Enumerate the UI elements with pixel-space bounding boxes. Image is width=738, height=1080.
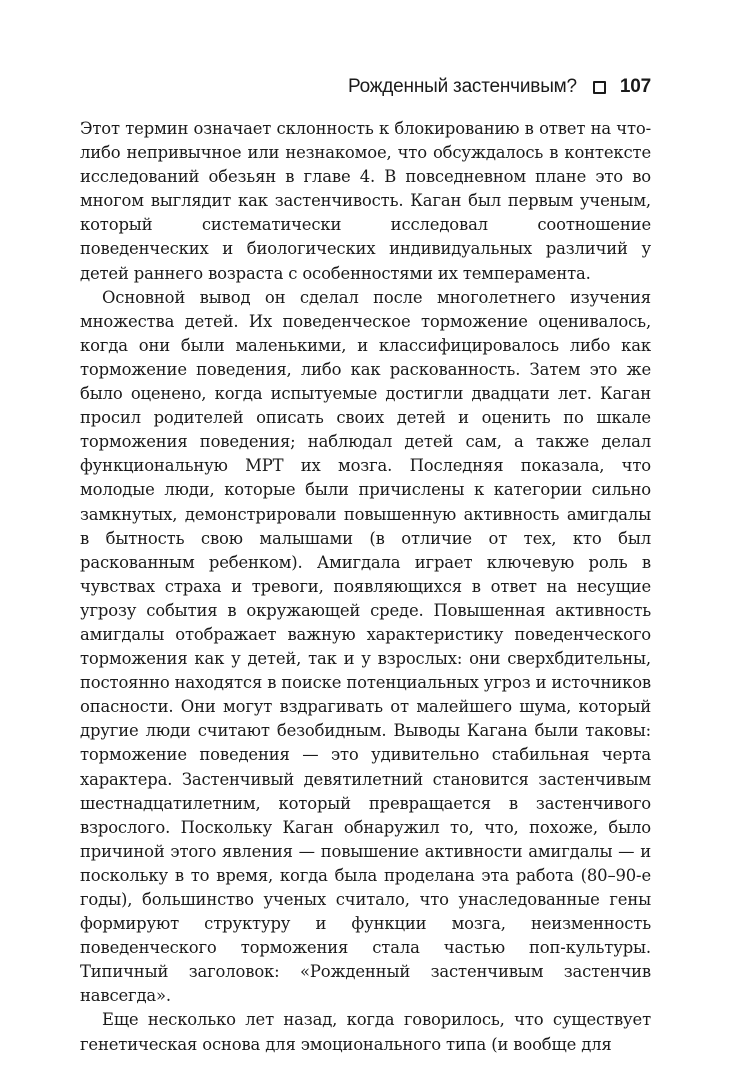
paragraph-3: Еще несколько лет назад, когда говорилось, что существует генетическая основа для эмоционального типа (и вообще для [80, 1010, 651, 1054]
running-title: Рожденный застенчивым? [347, 76, 577, 97]
body-text [80, 117, 651, 1057]
square-icon [593, 81, 606, 94]
paragraph-1: Этот термин означает склонность к блокированию в ответ на что-либо непривычное или незнакомое, что обсуждалось в контексте исследований обезьян в главе 4. В повседневном плане это во многом выглядит как застенчивость. Каган был первым ученым, который систематически исследовал соотношение поведенческих и биологических индивидуальных различий у детей раннего возраста с особенностями их темперамента. [80, 119, 651, 283]
running-header [80, 76, 651, 98]
page-number: 107 [619, 76, 651, 97]
paragraph-2: Основной вывод он сделал после многолетнего изучения множества детей. Их поведенческое торможение оценивалось, когда они были маленькими, и классифицировалось либо как торможение поведения, либо как раскованность. Затем это же было оценено, когда испытуемые достигли двадцати лет. Каган просил родителей описать своих детей и оценить по шкале торможения поведения; наблюдал детей сам, а также делал функциональную МРТ их мозга. Последняя показала, что молодые люди, которые были причислены к категории сильно замкнутых, демонстрировали повышенную активность амигдалы в бытность свою малышами (в отличие от тех, кто был раскованным ребенком). Амигдала играет ключевую роль в чувствах страха и тревоги, появляющихся в ответ на несущие угрозу события в окружающей среде. Повышенная активность амигдалы отображает важную характеристику поведенческого торможения как у детей, так и у взрослых: они сверхбдительны, постоянно находятся в поиске потенциальных угроз и источников опасности. Они могут вздрагивать от малейшего шума, который другие люди считают безобидным. Выводы Кагана были таковы: торможение поведения — это удивительно стабильная черта характера. Застенчивый девятилетний становится застенчивым шестнадцатилетним, который превращается в застенчивого взрослого. Поскольку Каган обнаружил то, что, похоже, было причиной этого явления — повышение активности амигдалы — и поскольку в то время, когда была проделана эта работа (80–90-е годы), большинство ученых считало, что унаследованные гены формируют структуру и функции мозга, неизменность поведенческого торможения стала частью поп-культуры. Типичный заголовок: «Рожденный застенчивым застенчив навсегда». [80, 287, 651, 1006]
